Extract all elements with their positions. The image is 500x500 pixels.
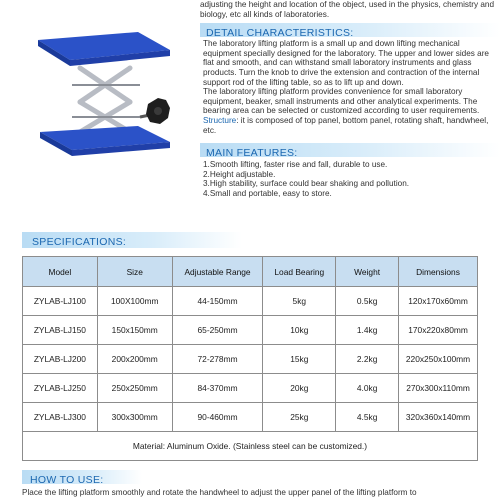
specifications-heading	[22, 232, 242, 248]
cell-load: 15kg	[263, 345, 336, 374]
handwheel	[140, 98, 170, 124]
cell-dimensions: 320x360x140mm	[399, 403, 478, 432]
header-adjustable-range: Adjustable Range	[172, 257, 263, 287]
features-list	[203, 160, 500, 198]
cell-dimensions: 270x300x110mm	[399, 374, 478, 403]
structure-label: Structure	[203, 115, 237, 125]
detail-paragraph-1	[203, 39, 500, 135]
cell-size: 300x300mm	[97, 403, 172, 432]
cell-dimensions: 120x170x60mm	[399, 287, 478, 316]
cell-model: ZYLAB-LJ300	[23, 403, 98, 432]
cell-dimensions: 170x220x80mm	[399, 316, 478, 345]
table-row	[23, 316, 478, 345]
features-heading-label: MAIN FEATURES:	[206, 147, 298, 160]
features-heading	[200, 143, 500, 160]
cell-model: ZYLAB-LJ100	[23, 287, 98, 316]
feature-item: 4.Small and portable, easy to store.	[203, 188, 332, 198]
detail-p2-text: The laboratory lifting platform provides convenience for small laboratory equipment, beaker, small instruments and other analytical experiments. The bearing area can be selected or customized according to user requirements.	[203, 87, 480, 116]
feature-item: 2.Height adjustable.	[203, 169, 276, 179]
cell-load: 10kg	[263, 316, 336, 345]
header-model: Model	[23, 257, 98, 287]
cell-size: 150x150mm	[97, 316, 172, 345]
cell-range: 72-278mm	[172, 345, 263, 374]
description-column	[200, 0, 500, 199]
cell-range: 90-460mm	[172, 403, 263, 432]
table-row	[23, 345, 478, 374]
cell-model: ZYLAB-LJ150	[23, 316, 98, 345]
cell-dimensions: 220x250x100mm	[399, 345, 478, 374]
cell-weight: 1.4kg	[336, 316, 399, 345]
cell-weight: 4.5kg	[336, 403, 399, 432]
feature-item: 1.Smooth lifting, faster rise and fall, durable to use.	[203, 160, 388, 170]
cell-range: 65-250mm	[172, 316, 263, 345]
header-dimensions: Dimensions	[399, 257, 478, 287]
cell-range: 44-150mm	[172, 287, 263, 316]
how-to-use-text: Place the lifting platform smoothly and rotate the handwheel to adjust the upper panel of the lifting platform to	[22, 488, 417, 497]
how-to-use-heading	[22, 470, 142, 484]
detail-heading-label: DETAIL CHARACTERISTICS:	[206, 27, 354, 40]
table-note-row	[23, 432, 478, 461]
table-row	[23, 374, 478, 403]
scissor-arms	[80, 68, 130, 132]
cell-weight: 2.2kg	[336, 345, 399, 374]
cell-size: 250x250mm	[97, 374, 172, 403]
detail-heading	[200, 23, 500, 40]
intro-text: adjusting the height and location of the object, used in the physics, chemistry and biology, etc all kinds of laboratories.	[200, 0, 495, 19]
structure-text: : it is composed of top panel, bottom panel, rotating shaft, handwheel, etc.	[203, 115, 489, 135]
cell-load: 20kg	[263, 374, 336, 403]
cell-range: 84-370mm	[172, 374, 263, 403]
table-row	[23, 287, 478, 316]
cell-model: ZYLAB-LJ250	[23, 374, 98, 403]
cell-weight: 0.5kg	[336, 287, 399, 316]
header-size: Size	[97, 257, 172, 287]
cell-load: 5kg	[263, 287, 336, 316]
feature-item: 3.High stability, surface could bear shaking and pollution.	[203, 179, 410, 189]
material-note: Material: Aluminum Oxide. (Stainless steel can be customized.)	[23, 432, 478, 461]
specifications-heading-label: SPECIFICATIONS:	[32, 236, 127, 248]
how-to-use-heading-label: HOW TO USE:	[30, 474, 104, 486]
header-weight: Weight	[336, 257, 399, 287]
header-load-bearing: Load Bearing	[263, 257, 336, 287]
lab-jack-photo	[20, 10, 190, 160]
specifications-table	[22, 256, 478, 461]
cell-model: ZYLAB-LJ200	[23, 345, 98, 374]
cell-weight: 4.0kg	[336, 374, 399, 403]
table-header-row	[23, 257, 478, 287]
cell-load: 25kg	[263, 403, 336, 432]
cell-size: 100X100mm	[97, 287, 172, 316]
cell-size: 200x200mm	[97, 345, 172, 374]
detail-p1-text: The laboratory lifting platform is a small up and down lifting mechanical equipment specially designed for the laboratory. The upper and lower sides are flat and smooth, and can withstand small laboratory instruments and glass products. Turn the knob to drive the extension and contraction of the internal support rod of the lifting table, so as to lift up and down.	[203, 39, 489, 87]
table-row	[23, 403, 478, 432]
